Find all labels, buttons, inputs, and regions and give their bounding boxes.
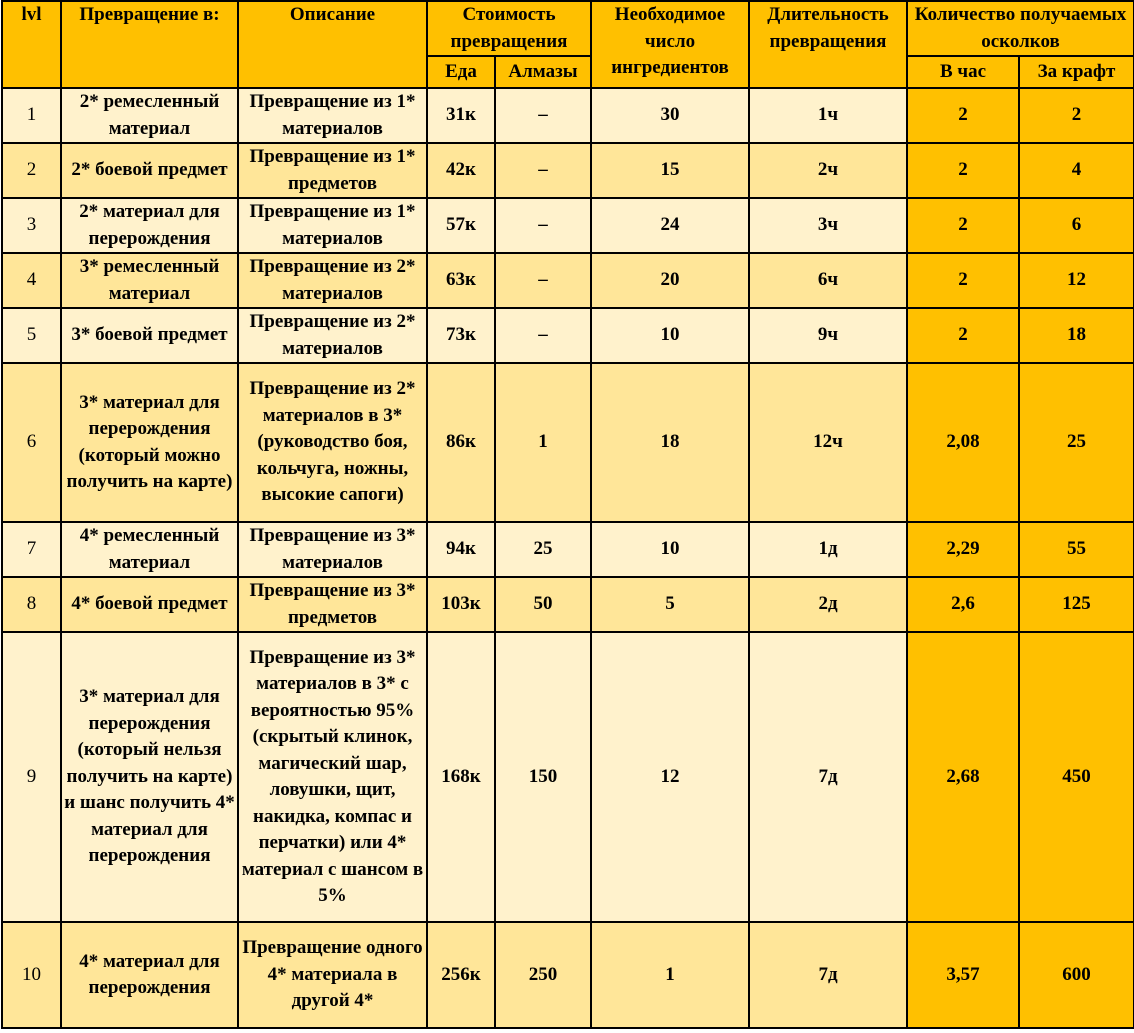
cell-target: 3* ремесленный материал [61,253,238,308]
cell-food: 63к [427,253,495,308]
cell-description: Превращение одного 4* материала в другой 4* [238,922,427,1028]
cell-description: Превращение из 2* материалов [238,253,427,308]
cell-food: 57к [427,198,495,253]
cell-target: 2* боевой предмет [61,143,238,198]
cell-per-hour: 2 [907,253,1019,308]
cell-lvl: 10 [2,922,61,1028]
crafting-table [1,0,1134,1029]
cell-duration: 6ч [749,253,907,308]
cell-per-hour: 2,68 [907,632,1019,922]
cell-lvl: 4 [2,253,61,308]
cell-ingredients: 15 [591,143,749,198]
cell-diamonds: – [495,253,591,308]
cell-per-hour: 3,57 [907,922,1019,1028]
header-cost-diamonds: Алмазы [495,56,591,88]
cell-target: 2* материал для перерождения [61,198,238,253]
cell-diamonds: – [495,143,591,198]
cell-ingredients: 10 [591,308,749,363]
cell-target: 2* ремесленный материал [61,88,238,143]
cell-food: 42к [427,143,495,198]
cell-duration: 3ч [749,198,907,253]
cell-ingredients: 12 [591,632,749,922]
cell-diamonds: 50 [495,577,591,632]
table-row [2,522,1134,577]
cell-description: Превращение из 2* материалов [238,308,427,363]
cell-target: 4* материал для перерождения [61,922,238,1028]
cell-per-craft: 18 [1019,308,1134,363]
cell-description: Превращение из 1* предметов [238,143,427,198]
header-ingredients: Необходимое число ингредиентов [591,1,749,88]
cell-lvl: 9 [2,632,61,922]
cell-description: Превращение из 3* материалов [238,522,427,577]
cell-diamonds: 250 [495,922,591,1028]
cell-food: 31к [427,88,495,143]
cell-per-craft: 2 [1019,88,1134,143]
cell-description: Превращение из 3* материалов в 3* с вероятностью 95% (скрытый клинок, магический шар, ловушки, щит, накидка, компас и перчатки) или 4* материал с шансом в 5% [238,632,427,922]
cell-duration: 1ч [749,88,907,143]
cell-description: Превращение из 3* предметов [238,577,427,632]
header-shards-per-hour: В час [907,56,1019,88]
cell-per-craft: 25 [1019,363,1134,522]
cell-diamonds: 1 [495,363,591,522]
cell-ingredients: 30 [591,88,749,143]
cell-food: 256к [427,922,495,1028]
cell-per-hour: 2,6 [907,577,1019,632]
cell-per-hour: 2,08 [907,363,1019,522]
table-row [2,308,1134,363]
cell-diamonds: – [495,308,591,363]
cell-duration: 1д [749,522,907,577]
cell-diamonds: – [495,198,591,253]
header-description: Описание [238,1,427,88]
header-duration: Длительность превращения [749,1,907,88]
cell-duration: 12ч [749,363,907,522]
header-shards-per-craft: За крафт [1019,56,1134,88]
cell-lvl: 7 [2,522,61,577]
cell-target: 3* материал для перерождения (который можно получить на карте) [61,363,238,522]
cell-lvl: 5 [2,308,61,363]
header-cost-food: Еда [427,56,495,88]
cell-per-craft: 125 [1019,577,1134,632]
table-row [2,922,1134,1028]
cell-duration: 9ч [749,308,907,363]
cell-per-craft: 55 [1019,522,1134,577]
cell-diamonds: 150 [495,632,591,922]
table-row [2,198,1134,253]
header-target: Превращение в: [61,1,238,88]
table-row [2,363,1134,522]
cell-ingredients: 5 [591,577,749,632]
cell-ingredients: 1 [591,922,749,1028]
cell-description: Превращение из 2* материалов в 3* (руководство боя, кольчуга, ножны, высокие сапоги) [238,363,427,522]
cell-food: 168к [427,632,495,922]
cell-per-craft: 12 [1019,253,1134,308]
cell-diamonds: – [495,88,591,143]
cell-target: 3* материал для перерождения (который нельзя получить на карте) и шанс получить 4* материал для перерождения [61,632,238,922]
table-row [2,577,1134,632]
cell-description: Превращение из 1* материалов [238,88,427,143]
cell-duration: 7д [749,922,907,1028]
header-shards: Количество получаемых осколков [907,1,1134,56]
cell-food: 73к [427,308,495,363]
table-row [2,88,1134,143]
cell-per-hour: 2,29 [907,522,1019,577]
cell-lvl: 8 [2,577,61,632]
header-cost: Стоимость превращения [427,1,591,56]
cell-duration: 7д [749,632,907,922]
cell-food: 86к [427,363,495,522]
cell-per-hour: 2 [907,143,1019,198]
header-lvl: lvl [2,1,61,88]
cell-per-craft: 450 [1019,632,1134,922]
cell-target: 4* ремесленный материал [61,522,238,577]
cell-diamonds: 25 [495,522,591,577]
cell-lvl: 6 [2,363,61,522]
cell-per-hour: 2 [907,88,1019,143]
cell-per-craft: 600 [1019,922,1134,1028]
table-row [2,632,1134,922]
cell-per-craft: 6 [1019,198,1134,253]
cell-per-craft: 4 [1019,143,1134,198]
cell-food: 94к [427,522,495,577]
table-row [2,253,1134,308]
cell-per-hour: 2 [907,198,1019,253]
cell-per-hour: 2 [907,308,1019,363]
cell-target: 3* боевой предмет [61,308,238,363]
table-row [2,143,1134,198]
cell-lvl: 3 [2,198,61,253]
cell-ingredients: 10 [591,522,749,577]
cell-lvl: 1 [2,88,61,143]
cell-ingredients: 18 [591,363,749,522]
cell-lvl: 2 [2,143,61,198]
cell-food: 103к [427,577,495,632]
cell-ingredients: 20 [591,253,749,308]
cell-target: 4* боевой предмет [61,577,238,632]
cell-ingredients: 24 [591,198,749,253]
cell-duration: 2д [749,577,907,632]
cell-duration: 2ч [749,143,907,198]
cell-description: Превращение из 1* материалов [238,198,427,253]
